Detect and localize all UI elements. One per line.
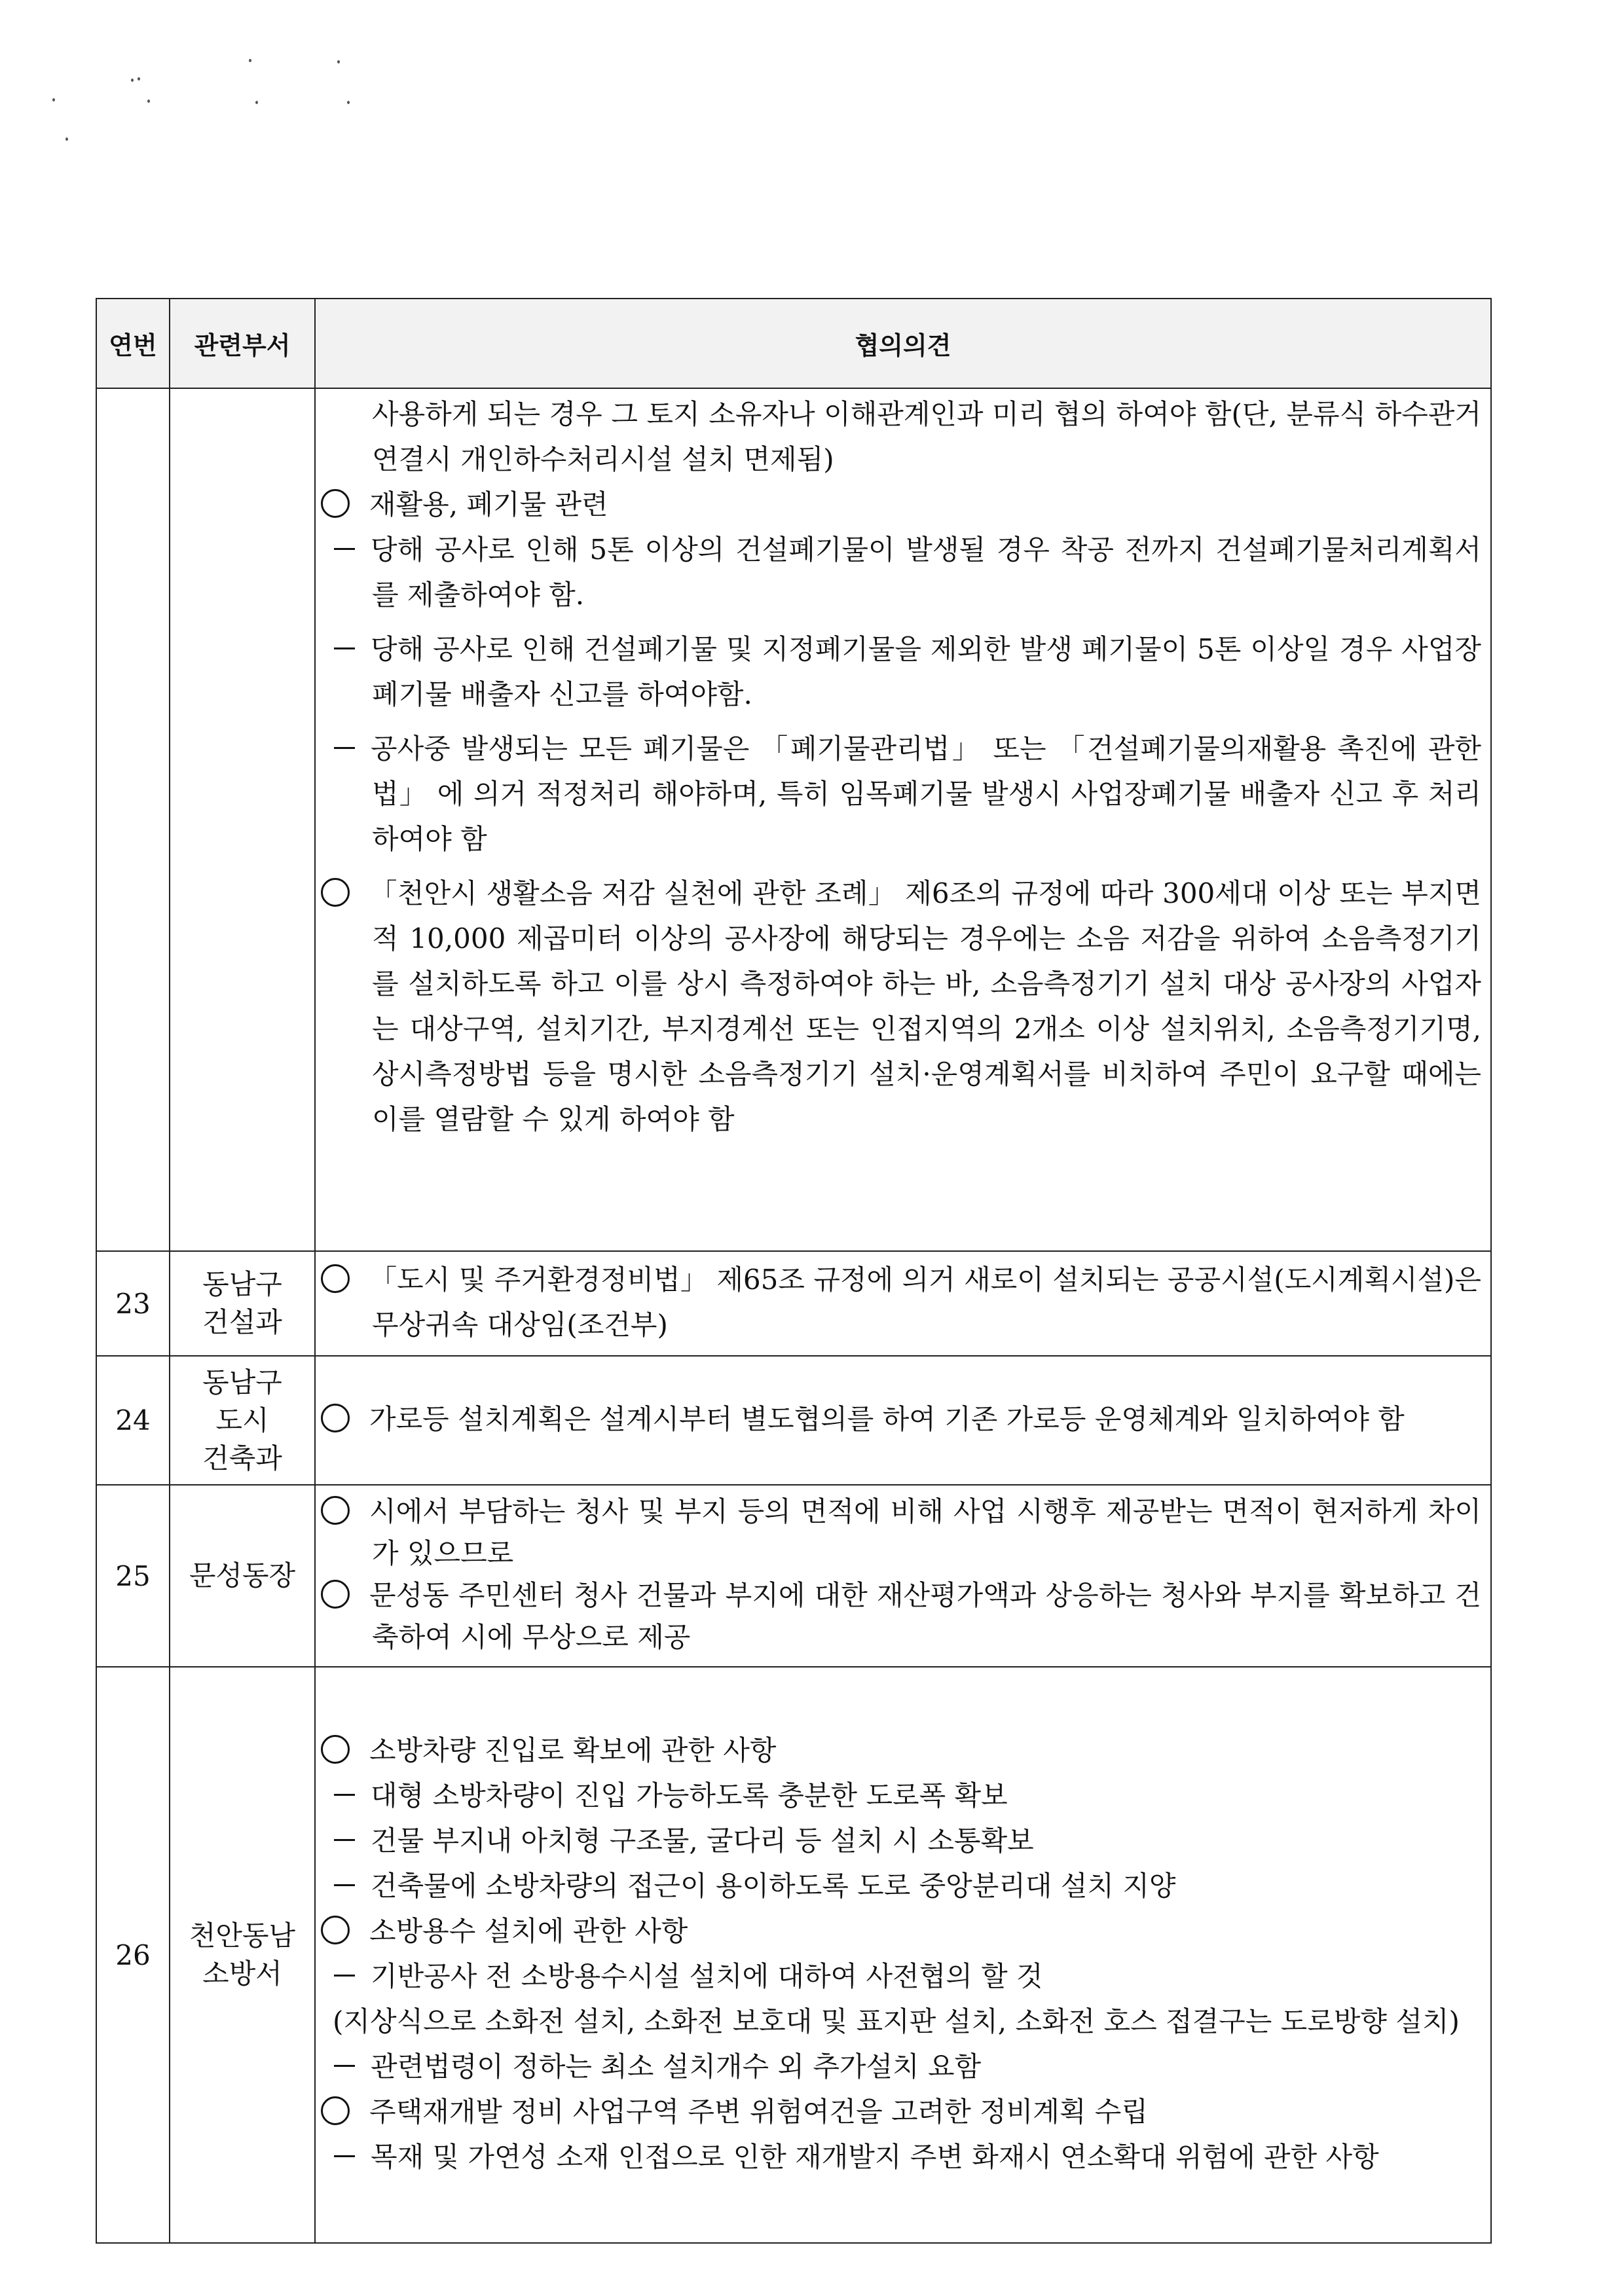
dash-bullet-icon <box>334 2065 355 2067</box>
row-opinion <box>315 1251 1491 1356</box>
opinion-subitem: 당해 공사로 인해 5톤 이상의 건설폐기물이 발생될 경우 착공 전까지 건설폐기물처리계획서를 제출하여야 함. <box>321 527 1481 617</box>
table-row <box>96 388 1491 1251</box>
opinion-item: 소방용수 설치에 관한 사항 <box>321 1908 1481 1954</box>
opinion-item: 시에서 부담하는 청사 및 부지 등의 면적에 비해 사업 시행후 제공받는 면적이 현저하게 차이가 있으므로 <box>321 1491 1481 1575</box>
dash-bullet-icon <box>334 548 355 550</box>
dash-bullet-icon <box>334 1839 355 1841</box>
dash-bullet-icon <box>334 2155 355 2157</box>
circle-bullet-icon <box>321 1264 350 1293</box>
table-header-row <box>96 299 1491 388</box>
opinion-subitem: 목재 및 가연성 소재 인접으로 인한 재개발지 주변 화재시 연소확대 위험에 관한 사항 <box>321 2134 1481 2179</box>
dash-bullet-icon <box>334 1884 355 1886</box>
row-no: 25 <box>96 1485 170 1667</box>
scan-specks <box>39 52 367 157</box>
opinion-item: 가로등 설치계획은 설계시부터 별도협의를 하여 기존 가로등 운영체계와 일치하여야 함 <box>321 1396 1481 1442</box>
opinion-subitem: 건물 부지내 아치형 구조물, 굴다리 등 설치 시 소통확보 <box>321 1818 1481 1863</box>
table-row <box>96 1667 1491 2243</box>
row-dept: 천안동남 소방서 <box>170 1667 315 2243</box>
row-opinion <box>315 1485 1491 1667</box>
opinion-item: 소방차량 진입로 확보에 관한 사항 <box>321 1728 1481 1773</box>
opinion-item: 「도시 및 주거환경정비법」 제65조 규정에 의거 새로이 설치되는 공공시설(도시계획시설)은 무상귀속 대상임(조건부) <box>321 1257 1481 1347</box>
row-no: 24 <box>96 1356 170 1485</box>
dash-bullet-icon <box>334 1975 355 1977</box>
opinion-subitem: 대형 소방차량이 진입 가능하도록 충분한 도로폭 확보 <box>321 1773 1481 1818</box>
opinion-subitem: 건축물에 소방차량의 접근이 용이하도록 도로 중앙분리대 설치 지양 <box>321 1863 1481 1908</box>
opinion-note: (지상식으로 소화전 설치, 소화전 보호대 및 표지판 설치, 소화전 호스 접결구는 도로방향 설치) <box>333 2005 1460 2037</box>
circle-bullet-icon <box>321 1580 350 1609</box>
opinion-subitem: 공사중 발생되는 모든 폐기물은 「폐기물관리법」 또는 「건설폐기물의재활용 촉진에 관한 법」 에 의거 적정처리 해야하며, 특히 임목폐기물 발생시 사업장폐기물 배출자 신고 후 처리 하여야 함 <box>321 726 1481 862</box>
row-opinion <box>315 1667 1491 2243</box>
row-dept: 동남구 건설과 <box>170 1251 315 1356</box>
row-no: 23 <box>96 1251 170 1356</box>
circle-bullet-icon <box>321 1404 350 1432</box>
row-no <box>96 388 170 1251</box>
row-no: 26 <box>96 1667 170 2243</box>
row-opinion <box>315 1356 1491 1485</box>
dash-bullet-icon <box>334 647 355 649</box>
header-opinion: 협의의견 <box>315 299 1491 388</box>
table-row <box>96 1251 1491 1356</box>
circle-bullet-icon <box>321 1735 350 1764</box>
header-dept: 관련부서 <box>170 299 315 388</box>
consultation-opinion-table <box>96 298 1492 2244</box>
circle-bullet-icon <box>321 2096 350 2125</box>
opinion-item: 문성동 주민센터 청사 건물과 부지에 대한 재산평가액과 상응하는 청사와 부지를 확보하고 건축하여 시에 무상으로 제공 <box>321 1575 1481 1658</box>
opinion-subitem: 관련법령이 정하는 최소 설치개수 외 추가설치 요함 <box>321 2044 1481 2089</box>
circle-bullet-icon <box>321 878 350 907</box>
row-dept: 문성동장 <box>170 1485 315 1667</box>
circle-bullet-icon <box>321 1916 350 1944</box>
row-opinion <box>315 388 1491 1251</box>
table-row <box>96 1356 1491 1485</box>
dash-bullet-icon <box>334 1794 355 1796</box>
header-no: 연번 <box>96 299 170 388</box>
circle-bullet-icon <box>321 489 350 518</box>
row-dept <box>170 388 315 1251</box>
circle-bullet-icon <box>321 1496 350 1525</box>
table-row <box>96 1485 1491 1667</box>
opinion-subitem: 당해 공사로 인해 건설폐기물 및 지정폐기물을 제외한 발생 폐기물이 5톤 이상일 경우 사업장폐기물 배출자 신고를 하여야함. <box>321 627 1481 717</box>
row-dept: 동남구 도시 건축과 <box>170 1356 315 1485</box>
opinion-line: 사용하게 되는 경우 그 토지 소유자나 이해관계인과 미리 협의 하여야 함(단, 분류식 하수관거 연결시 개인하수처리시설 설치 면제됨) <box>372 398 1481 475</box>
opinion-item: 「천안시 생활소음 저감 실천에 관한 조례」 제6조의 규정에 따라 300세대 이상 또는 부지면적 10,000 제곱미터 이상의 공사장에 해당되는 경우에는 소음 저감을 위하여 소음측정기기를 설치하도록 하고 이를 상시 측정하여야 하는 바, 소음측정기기 설치 대상 공사장의 사업자는 대상구역, 설치기간, 부지경계선 또는 인접지역의 2개소 이상 설치위치, 소음측정기기명, 상시측정방법 등을 명시한 소음측정기기 설치·운영계획서를 비치하여 주민이 요구할 때에는 이를 열람할 수 있게 하여야 함 <box>321 871 1481 1142</box>
dash-bullet-icon <box>334 747 355 749</box>
opinion-item: 주택재개발 정비 사업구역 주변 위험여건을 고려한 정비계획 수립 <box>321 2089 1481 2134</box>
opinion-subitem: 기반공사 전 소방용수시설 설치에 대하여 사전협의 할 것 <box>321 1954 1481 1999</box>
opinion-item: 재활용, 폐기물 관련 <box>321 482 1481 527</box>
